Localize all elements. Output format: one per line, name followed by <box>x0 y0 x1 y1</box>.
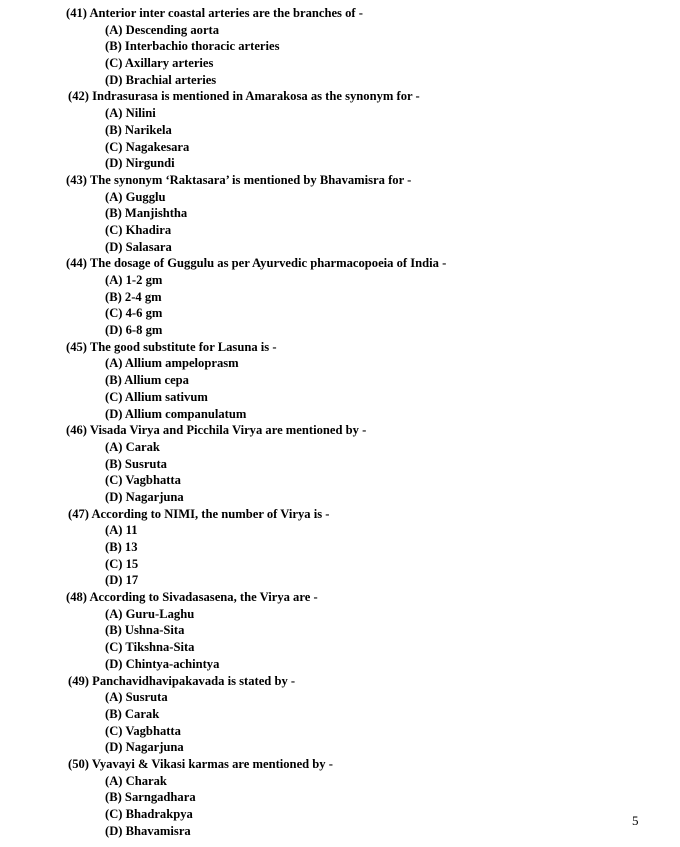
option-d: (D) 6-8 gm <box>105 323 163 338</box>
option-b: (B) Carak <box>105 706 160 721</box>
question-number: (48) <box>66 590 87 605</box>
question-number: (47) <box>68 506 89 521</box>
question-text: The good substitute for Lasuna is - <box>89 339 277 354</box>
option-a: (A) Carak <box>105 439 160 454</box>
option-d: (D) Salasara <box>105 239 172 254</box>
question-46 <box>0 422 680 505</box>
option-a: (A) 1-2 gm <box>105 273 163 287</box>
question-text: Vyavayi & Vikasi karmas are mentioned by - <box>91 756 333 771</box>
question-44 <box>0 255 680 338</box>
question-stem <box>0 255 680 272</box>
option-c: (C) Nagakesara <box>105 139 190 154</box>
option-b: (B) Manjishtha <box>105 206 188 221</box>
question-49 <box>0 673 680 756</box>
question-text: The synonym ‘Raktasara’ is mentioned by Bhavamisra for - <box>89 172 412 187</box>
option-c: (C) 15 <box>105 556 139 571</box>
question-50 <box>0 756 680 839</box>
question-43 <box>0 172 680 255</box>
question-number: (50) <box>68 756 89 771</box>
option-d: (D) Brachial arteries <box>105 72 217 87</box>
option-a: (A) Allium ampeloprasm <box>105 356 239 371</box>
option-c: (C) Axillary arteries <box>105 56 214 71</box>
question-45 <box>0 339 680 422</box>
question-number: (45) <box>66 339 87 354</box>
question-stem <box>0 422 680 439</box>
option-b: (B) Ushna-Sita <box>105 623 185 638</box>
question-text: Anterior inter coastal arteries are the branches of - <box>89 6 363 20</box>
option-a: (A) Nilini <box>105 106 156 121</box>
option-d: (D) 17 <box>105 573 139 588</box>
option-a: (A) Charak <box>105 773 167 788</box>
question-41 <box>0 5 680 88</box>
option-b: (B) Interbachio thoracic arteries <box>105 39 280 54</box>
option-c: (C) Vagbhatta <box>105 723 181 738</box>
question-48 <box>0 589 680 672</box>
option-d: (D) Nagarjuna <box>105 489 184 504</box>
question-number: (42) <box>68 89 89 104</box>
question-text: According to NIMI, the number of Virya is - <box>91 506 330 521</box>
question-47 <box>0 506 680 589</box>
question-stem <box>0 88 680 105</box>
option-c: (C) Vagbhatta <box>105 473 181 488</box>
option-a: (A) 11 <box>105 523 138 538</box>
question-stem <box>0 339 680 356</box>
question-list <box>0 5 680 839</box>
option-d: (D) Bhavamisra <box>105 823 191 838</box>
question-stem <box>0 172 680 189</box>
question-stem <box>0 506 680 523</box>
question-text: Indrasurasa is mentioned in Amarakosa as the synonym for - <box>92 89 420 104</box>
option-c: (C) Bhadrakpya <box>105 807 193 821</box>
option-c: (C) Tikshna-Sita <box>105 640 195 655</box>
question-stem <box>0 589 680 606</box>
question-number: (49) <box>68 673 89 688</box>
option-c: (C) Allium sativum <box>105 389 208 404</box>
option-a: (A) Descending aorta <box>105 22 220 37</box>
question-stem <box>0 756 680 773</box>
question-number: (46) <box>66 423 87 438</box>
question-42 <box>0 88 680 171</box>
option-b: (B) Narikela <box>105 122 172 137</box>
question-number: (44) <box>66 256 87 271</box>
option-a: (A) Susruta <box>105 690 168 705</box>
option-a: (A) Guru-Laghu <box>105 606 195 621</box>
option-d: (D) Allium companulatum <box>105 406 247 421</box>
question-number: (43) <box>66 172 87 187</box>
option-c: (C) 4-6 gm <box>105 306 163 321</box>
question-text: Visada Virya and Picchila Virya are mentioned by - <box>89 423 367 438</box>
option-d: (D) Chintya-achintya <box>105 656 220 671</box>
question-text: The dosage of Guggulu as per Ayurvedic pharmacopoeia of India - <box>89 256 447 271</box>
option-d: (D) Nagarjuna <box>105 740 184 755</box>
question-stem <box>0 5 680 22</box>
option-b: (B) Sarngadhara <box>105 790 196 805</box>
option-b: (B) 13 <box>105 540 138 554</box>
question-stem <box>0 673 680 690</box>
option-c: (C) Khadira <box>105 222 172 237</box>
option-a: (A) Gugglu <box>105 189 166 204</box>
option-b: (B) 2-4 gm <box>105 289 162 304</box>
option-b: (B) Susruta <box>105 456 167 471</box>
question-text: Panchavidhavipakavada is stated by - <box>92 673 296 688</box>
option-d: (D) Nirgundi <box>105 156 175 171</box>
option-b: (B) Allium cepa <box>105 373 189 388</box>
question-number: (41) <box>66 6 87 20</box>
page-number: 5 <box>632 813 639 828</box>
question-text: According to Sivadasasena, the Virya are - <box>89 590 318 605</box>
